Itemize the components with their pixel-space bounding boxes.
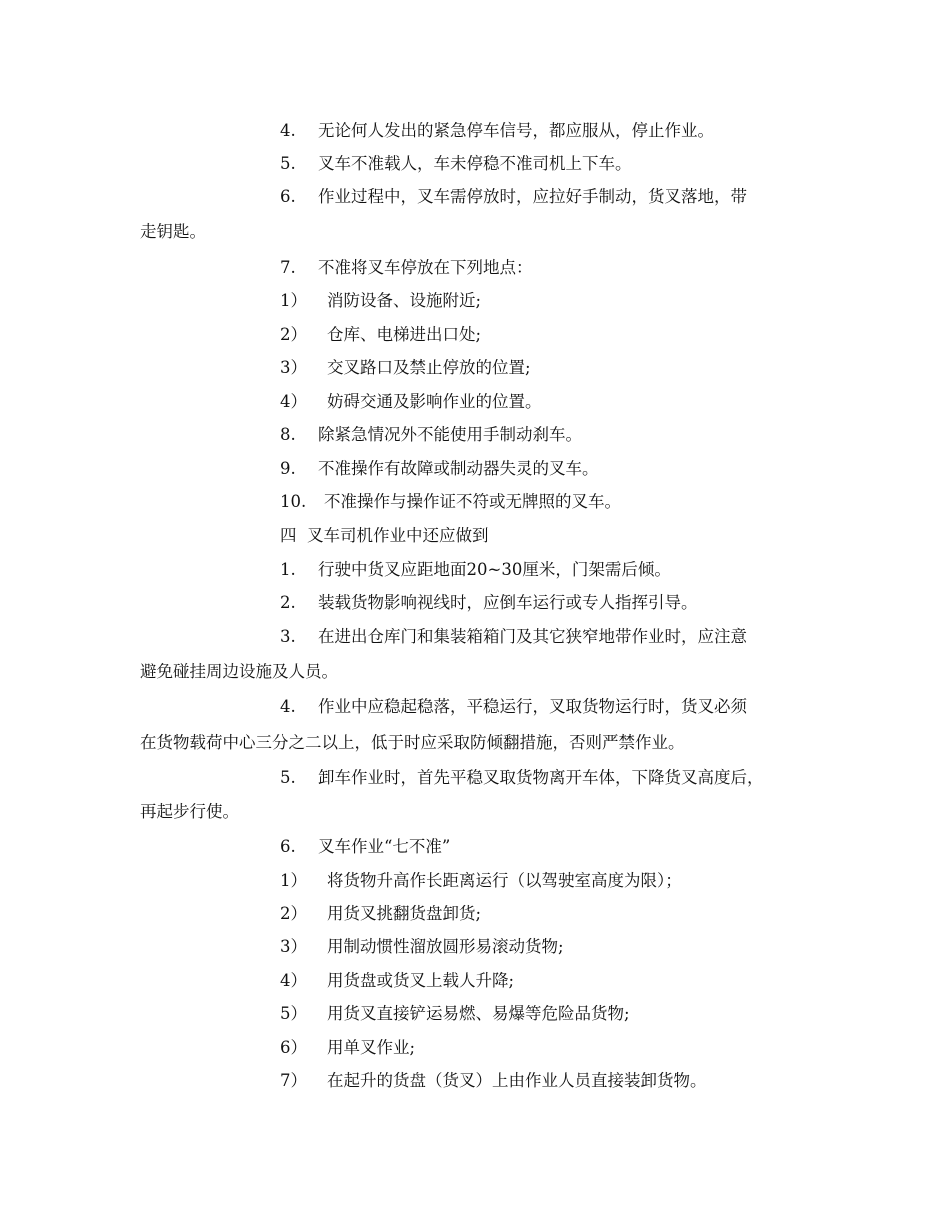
item-number: 5.: [280, 768, 296, 787]
item-text: 不准操作有故障或制动器失灵的叉车。: [318, 459, 599, 478]
heading-text: 四 叉车司机作业中还应做到: [280, 526, 489, 545]
item-text: 作业过程中，叉车需停放时，应拉好手制动，货叉落地，带: [318, 187, 747, 206]
continuation-line: [140, 733, 685, 753]
list-item: [280, 492, 621, 512]
item-number: 3.: [280, 627, 296, 646]
list-item: [280, 425, 582, 445]
continuation-line: [140, 802, 239, 822]
item-number: 4.: [280, 697, 296, 716]
item-text: 卸车作业时，首先平稳叉取货物离开车体，下降货叉高度后，: [318, 768, 764, 787]
sub-list-item: [280, 392, 542, 412]
list-item: [280, 258, 533, 278]
item-number: 4）: [280, 392, 307, 411]
item-text: 行驶中货叉应距地面20~30厘米，门架需后倾。: [318, 560, 671, 579]
list-item: [280, 593, 698, 613]
item-text: 仓库、电梯进出口处;: [327, 325, 482, 344]
list-item: [280, 627, 747, 647]
item-number: 9.: [280, 459, 296, 478]
item-text: 作业中应稳起稳落，平稳运行，叉取货物运行时，货叉必须: [318, 697, 747, 716]
sub-list-item: [280, 325, 481, 345]
sub-list-item: [280, 904, 481, 924]
item-text: 不准操作与操作证不符或无牌照的叉车。: [324, 492, 621, 511]
item-number: 3）: [280, 937, 307, 956]
item-text: 交叉路口及禁止停放的位置;: [327, 358, 531, 377]
item-text: 叉车不准载人，车未停稳不准司机上下车。: [318, 154, 632, 173]
continuation-line: [140, 222, 206, 242]
item-number: 7.: [280, 258, 296, 277]
sub-list-item: [280, 937, 564, 957]
item-number: 6.: [280, 837, 296, 856]
item-text: 用货叉挑翻货盘卸货;: [327, 904, 482, 923]
section-heading: [280, 526, 489, 546]
item-number: 1）: [280, 291, 307, 310]
item-text: 装载货物影响视线时，应倒车运行或专人指挥引导。: [318, 593, 698, 612]
item-text: 无论何人发出的紧急停车信号，都应服从，停止作业。: [318, 121, 714, 140]
item-number: 6.: [280, 187, 296, 206]
sub-list-item: [280, 871, 682, 891]
item-number: 1）: [280, 871, 307, 890]
list-item: [280, 837, 450, 857]
item-text: 将货物升高作长距离运行（以驾驶室高度为限）；: [327, 871, 682, 890]
item-number: 7）: [280, 1071, 307, 1090]
item-text: 除紧急情况外不能使用手制动刹车。: [318, 425, 582, 444]
list-item: [280, 187, 747, 207]
item-number: 5.: [280, 154, 296, 173]
list-item: [280, 560, 671, 580]
item-text: 消防设备、设施附近;: [327, 291, 482, 310]
sub-list-item: [280, 291, 481, 311]
item-text: 用单叉作业;: [327, 1038, 416, 1057]
item-text: 不准将叉车停放在下列地点：: [318, 258, 533, 277]
item-number: 1.: [280, 560, 296, 579]
item-number: 2.: [280, 593, 296, 612]
item-text: 叉车作业“七不准”: [318, 837, 451, 856]
list-item: [280, 154, 632, 174]
list-item: [280, 697, 747, 717]
item-text: 走钥匙。: [140, 222, 206, 241]
item-text: 再起步行使。: [140, 802, 239, 821]
item-text: 用货叉直接铲运易燃、易爆等危险品货物;: [327, 1004, 630, 1023]
item-text: 用货盘或货叉上载人升降;: [327, 971, 515, 990]
item-number: 2）: [280, 325, 307, 344]
item-number: 5）: [280, 1004, 307, 1023]
item-text: 妨碍交通及影响作业的位置。: [327, 392, 542, 411]
item-text: 避免碰挂周边设施及人员。: [140, 662, 338, 681]
sub-list-item: [280, 971, 514, 991]
item-number: 4）: [280, 971, 307, 990]
list-item: [280, 768, 764, 788]
item-number: 6）: [280, 1038, 307, 1057]
list-item: [280, 121, 714, 141]
sub-list-item: [280, 1004, 630, 1024]
item-number: 3）: [280, 358, 307, 377]
sub-list-item: [280, 1038, 415, 1058]
item-number: 10.: [280, 492, 307, 511]
item-text: 在进出仓库门和集装箱箱门及其它狭窄地带作业时，应注意: [318, 627, 747, 646]
list-item: [280, 459, 599, 479]
item-number: 8.: [280, 425, 296, 444]
item-text: 在起升的货盘（货叉）上由作业人员直接装卸货物。: [327, 1071, 707, 1090]
item-number: 2）: [280, 904, 307, 923]
item-number: 4.: [280, 121, 296, 140]
sub-list-item: [280, 1071, 707, 1091]
item-text: 在货物载荷中心三分之二以上，低于时应采取防倾翻措施，否则严禁作业。: [140, 733, 685, 752]
item-text: 用制动惯性溜放圆形易滚动货物;: [327, 937, 564, 956]
sub-list-item: [280, 358, 531, 378]
continuation-line: [140, 662, 338, 682]
